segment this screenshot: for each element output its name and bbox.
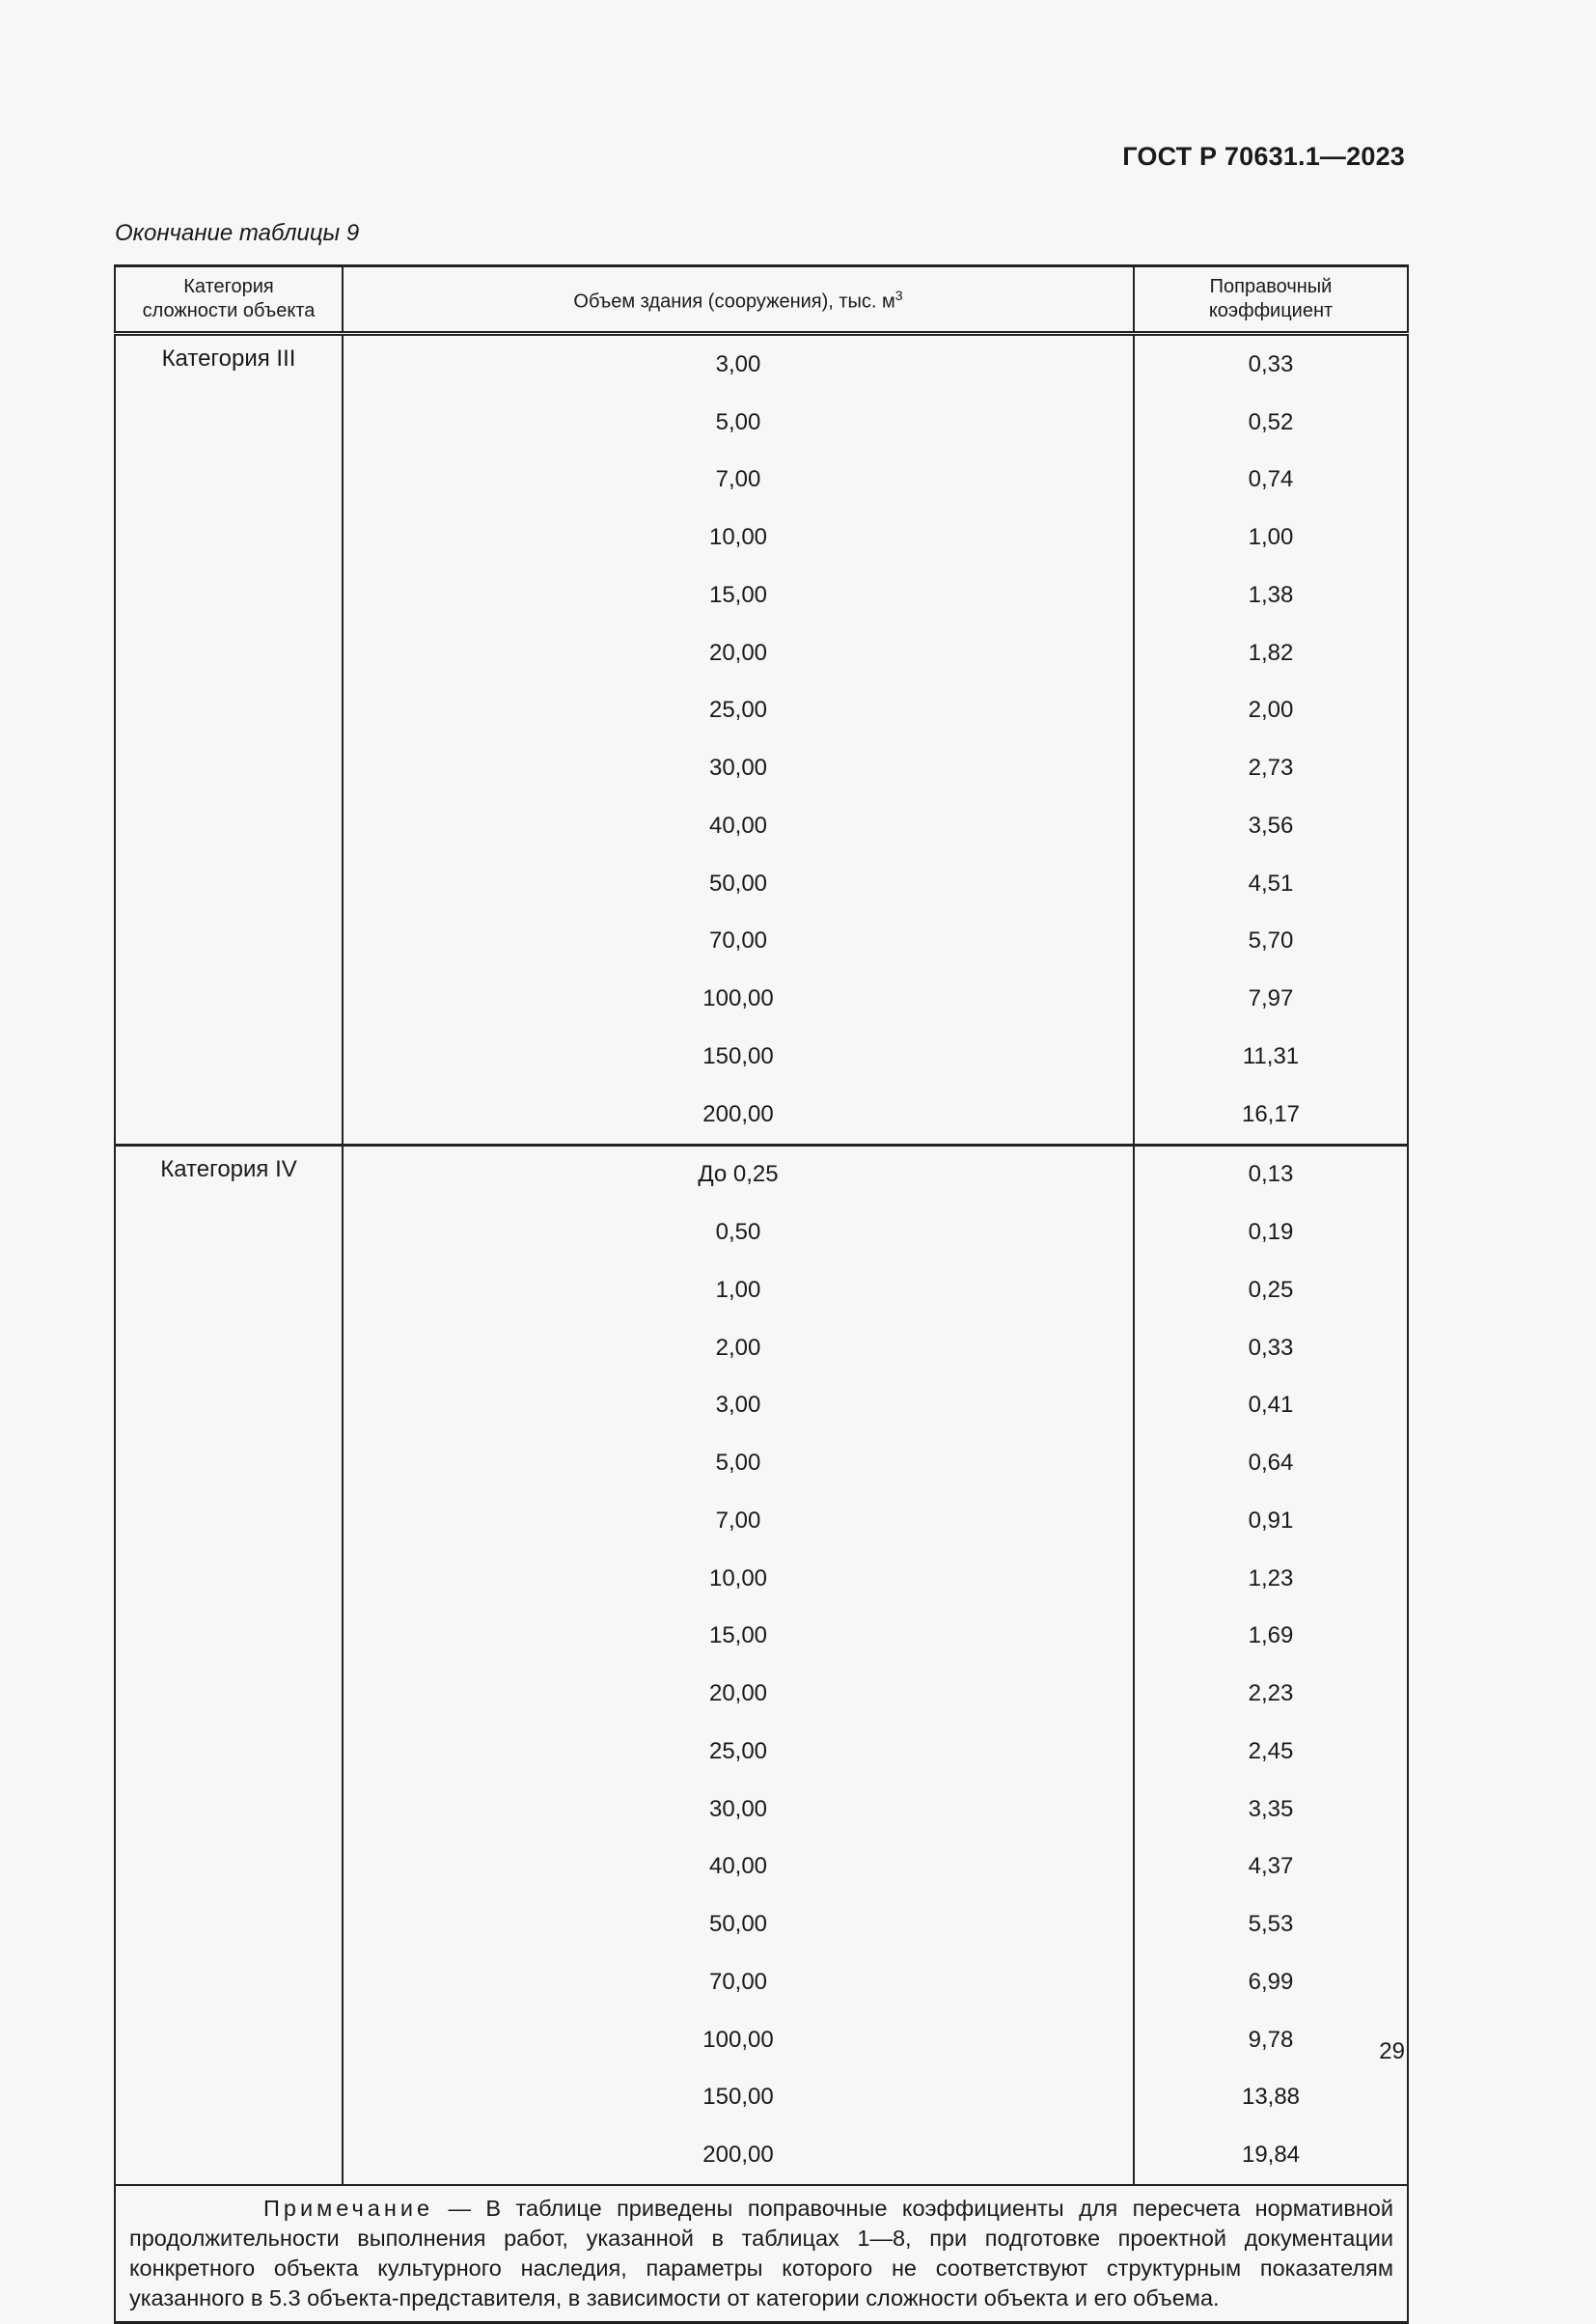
note-label: Примечание <box>263 2196 434 2221</box>
table-body <box>115 334 1408 2323</box>
coefficient-cell: 5,53 <box>1134 1895 1408 1953</box>
note-text: — В таблице приведены поправочные коэффициенты для пересчета нормативной продолжительности выполнения работ, указанной в таблицах 1—8, при подготовке проектной документации конкретного объекта культурного наследия, параметры которого не соответствуют структурным показателям указанного в 5.3 объекта-представителя, в зависимости от категории сложности объекта и его объема. <box>129 2196 1393 2310</box>
category-cell <box>115 1204 343 1261</box>
coefficient-cell: 5,70 <box>1134 913 1408 971</box>
volume-cell: 5,00 <box>343 394 1134 452</box>
table-row <box>115 1319 1408 1377</box>
table-row <box>115 739 1408 797</box>
category-cell: Категория III <box>115 334 343 394</box>
coefficient-cell: 1,69 <box>1134 1608 1408 1666</box>
category-cell <box>115 855 343 913</box>
coefficient-cell: 4,51 <box>1134 855 1408 913</box>
table-row <box>115 1377 1408 1435</box>
table-row <box>115 1895 1408 1953</box>
coefficient-cell: 0,33 <box>1134 1319 1408 1377</box>
table-row <box>115 1550 1408 1608</box>
table-row <box>115 2011 1408 2069</box>
table-row <box>115 2069 1408 2127</box>
coefficient-cell: 6,99 <box>1134 1953 1408 2011</box>
volume-cell: 7,00 <box>343 452 1134 510</box>
volume-cell: 30,00 <box>343 1781 1134 1839</box>
category-cell <box>115 1377 343 1435</box>
coefficient-cell: 0,25 <box>1134 1261 1408 1319</box>
volume-cell: 70,00 <box>343 1953 1134 2011</box>
page-number: 29 <box>1379 2038 1405 2064</box>
table-row <box>115 1261 1408 1319</box>
coefficient-cell: 9,78 <box>1134 2011 1408 2069</box>
category-cell <box>115 1665 343 1723</box>
volume-cell: 150,00 <box>343 1028 1134 1086</box>
table-row <box>115 1608 1408 1666</box>
volume-cell: 200,00 <box>343 2126 1134 2185</box>
table-row <box>115 913 1408 971</box>
coefficient-cell: 0,33 <box>1134 334 1408 394</box>
category-cell <box>115 567 343 624</box>
table-row <box>115 1953 1408 2011</box>
column-header-category: Категория сложности объекта <box>115 266 343 334</box>
volume-cell: 3,00 <box>343 1377 1134 1435</box>
coefficient-cell: 0,52 <box>1134 394 1408 452</box>
column-header-coefficient: Поправочный коэффициент <box>1134 266 1408 334</box>
category-cell <box>115 1550 343 1608</box>
table-row <box>115 394 1408 452</box>
volume-cell: 20,00 <box>343 1665 1134 1723</box>
table-row <box>115 452 1408 510</box>
category-cell <box>115 682 343 740</box>
category-cell <box>115 1261 343 1319</box>
volume-cell: 25,00 <box>343 682 1134 740</box>
category-cell <box>115 1492 343 1550</box>
coefficients-table <box>114 264 1409 2324</box>
table-header-row <box>115 266 1408 334</box>
category-cell <box>115 1028 343 1086</box>
table-row <box>115 1723 1408 1781</box>
category-cell <box>115 1953 343 2011</box>
coefficient-cell: 1,82 <box>1134 624 1408 682</box>
volume-cell: 50,00 <box>343 855 1134 913</box>
coefficient-cell: 0,19 <box>1134 1204 1408 1261</box>
coefficient-cell: 11,31 <box>1134 1028 1408 1086</box>
category-cell <box>115 1434 343 1492</box>
volume-cell: 10,00 <box>343 1550 1134 1608</box>
volume-cell: 50,00 <box>343 1895 1134 1953</box>
category-cell <box>115 1895 343 1953</box>
volume-cell: 5,00 <box>343 1434 1134 1492</box>
volume-cell: 7,00 <box>343 1492 1134 1550</box>
volume-cell: 40,00 <box>343 1839 1134 1896</box>
coefficient-cell: 0,64 <box>1134 1434 1408 1492</box>
table-row <box>115 1204 1408 1261</box>
table-row <box>115 1028 1408 1086</box>
category-cell <box>115 739 343 797</box>
volume-cell: 150,00 <box>343 2069 1134 2127</box>
category-cell <box>115 1723 343 1781</box>
category-cell <box>115 797 343 855</box>
coefficient-cell: 1,23 <box>1134 1550 1408 1608</box>
table-row <box>115 855 1408 913</box>
volume-cell: 1,00 <box>343 1261 1134 1319</box>
column-header-volume: Объем здания (сооружения), тыс. $м^3$ <box>343 266 1134 334</box>
table-row <box>115 1086 1408 1145</box>
table-row <box>115 624 1408 682</box>
category-cell <box>115 1608 343 1666</box>
coefficient-cell: 0,74 <box>1134 452 1408 510</box>
table-row <box>115 2126 1408 2185</box>
coefficient-cell: 4,37 <box>1134 1839 1408 1896</box>
table-row <box>115 509 1408 567</box>
volume-cell: 100,00 <box>343 970 1134 1028</box>
table-row <box>115 797 1408 855</box>
category-cell <box>115 452 343 510</box>
note-row <box>115 2185 1408 2323</box>
volume-cell: 200,00 <box>343 1086 1134 1145</box>
table-row <box>115 1492 1408 1550</box>
table-row <box>115 1781 1408 1839</box>
table-row <box>115 970 1408 1028</box>
table-caption: Окончание таблицы 9 <box>115 220 360 246</box>
volume-cell: 20,00 <box>343 624 1134 682</box>
table-row <box>115 567 1408 624</box>
category-cell <box>115 2011 343 2069</box>
volume-cell: 40,00 <box>343 797 1134 855</box>
category-cell <box>115 624 343 682</box>
table-row <box>115 1839 1408 1896</box>
category-cell <box>115 1319 343 1377</box>
volume-cell: 15,00 <box>343 1608 1134 1666</box>
volume-cell: 0,50 <box>343 1204 1134 1261</box>
coefficient-cell: 2,23 <box>1134 1665 1408 1723</box>
document-code: ГОСТ Р 70631.1—2023 <box>1122 142 1405 171</box>
category-cell <box>115 913 343 971</box>
coefficient-cell: 2,45 <box>1134 1723 1408 1781</box>
volume-cell: 70,00 <box>343 913 1134 971</box>
table-row <box>115 1434 1408 1492</box>
coefficient-cell: 19,84 <box>1134 2126 1408 2185</box>
volume-cell: 10,00 <box>343 509 1134 567</box>
coefficient-cell: 0,13 <box>1134 1145 1408 1204</box>
table-row <box>115 334 1408 394</box>
volume-cell: 3,00 <box>343 334 1134 394</box>
category-cell <box>115 970 343 1028</box>
coefficient-cell: 2,73 <box>1134 739 1408 797</box>
volume-cell: До 0,25 <box>343 1145 1134 1204</box>
volume-cell: 2,00 <box>343 1319 1134 1377</box>
coefficient-cell: 1,38 <box>1134 567 1408 624</box>
coefficient-cell: 16,17 <box>1134 1086 1408 1145</box>
coefficient-cell: 0,41 <box>1134 1377 1408 1435</box>
volume-cell: 100,00 <box>343 2011 1134 2069</box>
category-cell <box>115 1839 343 1896</box>
table-row <box>115 1665 1408 1723</box>
category-cell: Категория IV <box>115 1145 343 1204</box>
coefficient-cell: 3,56 <box>1134 797 1408 855</box>
coefficient-cell: 13,88 <box>1134 2069 1408 2127</box>
table-row <box>115 1145 1408 1204</box>
volume-cell: 30,00 <box>343 739 1134 797</box>
category-cell <box>115 509 343 567</box>
category-cell <box>115 2069 343 2127</box>
table-note <box>115 2185 1408 2323</box>
category-cell <box>115 1086 343 1145</box>
table-row <box>115 682 1408 740</box>
category-cell <box>115 394 343 452</box>
coefficient-cell: 3,35 <box>1134 1781 1408 1839</box>
coefficient-cell: 0,91 <box>1134 1492 1408 1550</box>
coefficient-cell: 2,00 <box>1134 682 1408 740</box>
coefficient-cell: 7,97 <box>1134 970 1408 1028</box>
volume-cell: 15,00 <box>343 567 1134 624</box>
category-cell <box>115 2126 343 2185</box>
category-cell <box>115 1781 343 1839</box>
volume-cell: 25,00 <box>343 1723 1134 1781</box>
coefficient-cell: 1,00 <box>1134 509 1408 567</box>
